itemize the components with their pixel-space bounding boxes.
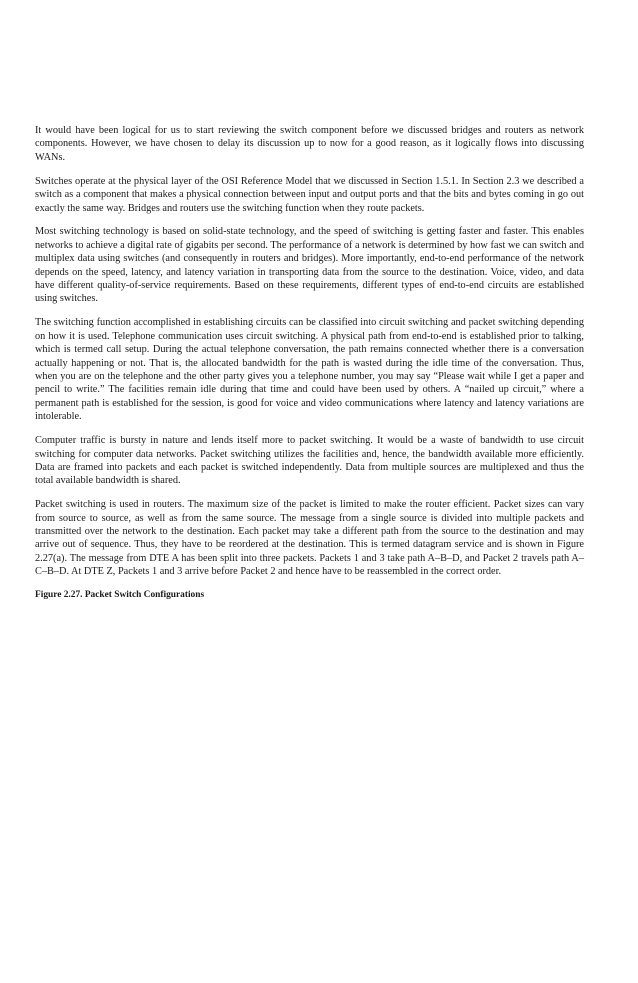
paragraph-computer-traffic: Computer traffic is bursty in nature and lends itself more to packet switching. It would be a waste of bandwidth to use circuit switching for computer data networks. Packet switching utilizes the facilities and, hence, the bandwidth available more efficiently. Data are framed into packets and each packet is switched independently. Data from multiple sources are multiplexed and thus the total available bandwidth is shared. (35, 435, 584, 487)
paragraph-switch-physical-layer: Switches operate at the physical layer of the OSI Reference Model that we discussed in Section 1.5.1. In Section 2.3 we described a switch as a component that makes a physical connection between input and output ports and that the bits and bytes coming in go out exactly the same way. Bridges and routers use the switching function when they route packets. (35, 175, 584, 214)
paragraph-packet-switching: Packet switching is used in routers. The maximum size of the packet is limited to make the router efficient. Packet sizes can vary from source to source, as well as from the same source. The message from a single source is divided into multiple packets and transmitted over the network to the destination. Each packet may take a different path from the source to the destination and may arrive out of sequence. Thus, they have to be reordered at the destination. This is termed datagram service and is shown in Figure 2.27(a). The message from DTE A has been split into three packets. Packets 1 and 3 take path A–B–D, and Packet 2 travels path A–C–B–D. At DTE Z, Packets 1 and 3 arrive before Packet 2 and hence have to be reassembled in the correct order. (35, 499, 584, 578)
figure-caption: Figure 2.27. Packet Switch Configurations (35, 590, 205, 601)
paragraph-switch-intro: It would have been logical for us to start reviewing the switch component before we discussed bridges and routers as network components. However, we have chosen to delay its discussion up to now for a good reason, as it logically flows into discussing WANs. (35, 125, 584, 163)
paragraph-switching-technology: Most switching technology is based on solid-state technology, and the speed of switching is getting faster and faster. This enables networks to achieve a digital rate of gigabits per second. The performance of a network is determined by how fast we can switch and multiplex data using switches (and consequently in routers and bridges). More importantly, end-to-end performance of the network depends on the speed, latency, and latency variation in transporting data from the source to the destination. Voice, video, and data have different quality-of-service requirements. Based on these requirements, different types of end-to-end circuits are established using switches. (35, 226, 584, 305)
body-text (35, 124, 584, 601)
paragraph-circuit-switching: The switching function accomplished in establishing circuits can be classified into circuit switching and packet switching depending on how it is used. Telephone communication uses circuit switching. A physical path from end-to-end is established prior to talking, which is termed call setup. During the actual telephone conversation, the path remains connected whether there is a conversation actually happening or not. That is, the allocated bandwidth for the path is wasted during the idle time of the conversation. Thus, when you are on the telephone and the other party gives you a telephone number, you may say “Please wait while I get a paper and pencil to write.” The facilities remain idle during that time and could have been used by others. A “nailed up circuit,” where a permanent path is established for the session, is good for voice and video communications where latency and latency variations are intolerable. (35, 317, 584, 423)
